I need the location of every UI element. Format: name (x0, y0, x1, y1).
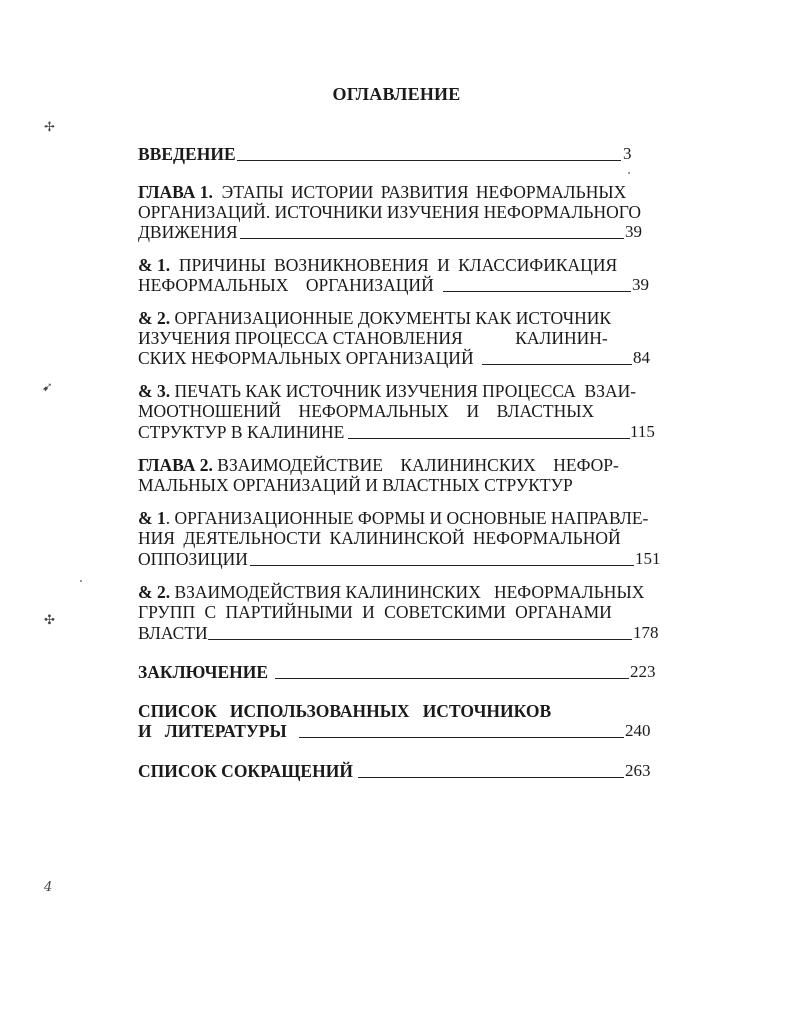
toc-entry-label: ЗАКЛЮЧЕНИЕ (138, 662, 269, 682)
toc-entry-text: ВЗАИМОДЕЙСТВИЕ КАЛИНИНСКИХ НЕФОР- (217, 455, 619, 475)
leader-line (240, 238, 624, 239)
toc-entry-line (138, 581, 644, 603)
toc-entry-line: МООТНОШЕНИЙ НЕФОРМАЛЬНЫХ И ВЛАСТНЫХ (138, 401, 595, 421)
toc-entry-line: И ЛИТЕРАТУРЫ (138, 721, 287, 741)
scan-speck (80, 580, 82, 582)
page-number: 223 (630, 662, 656, 681)
page-title: ОГЛАВЛЕНИЕ (332, 84, 461, 104)
page-number: 263 (625, 761, 651, 780)
toc-entry-text: ВЗАИМОДЕЙСТВИЯ КАЛИНИНСКИХ НЕФОРМАЛЬНЫХ (174, 582, 645, 602)
toc-entry-text: ОРГАНИЗАЦИОННЫЕ ДОКУМЕНТЫ КАК ИСТОЧНИК (174, 308, 612, 328)
toc-entry-line: ОРГАНИЗАЦИЙ. ИСТОЧНИКИ ИЗУЧЕНИЯ НЕФОРМАЛЬНОГО (138, 202, 642, 222)
margin-mark: ✣ (44, 613, 55, 628)
page-number: 39 (632, 275, 649, 294)
page-number: 151 (635, 549, 661, 568)
section-prefix: & 3. (138, 381, 171, 401)
margin-mark: 4 (44, 880, 53, 895)
toc-entry-line: СТРУКТУР В КАЛИНИНЕ (138, 422, 345, 442)
page-number: 115 (630, 422, 655, 441)
leader-line (237, 160, 621, 161)
chapter-prefix: ГЛАВА 1. (138, 182, 213, 202)
toc-entry-line: ОППОЗИЦИИ (138, 549, 248, 569)
toc-entry-line (138, 454, 619, 476)
toc-entry-line: ДВИЖЕНИЯ (138, 222, 238, 242)
toc-entry-line (138, 181, 626, 203)
page-number: 240 (625, 721, 651, 740)
toc-entry-line: НЕФОРМАЛЬНЫХ ОРГАНИЗАЦИЙ (138, 275, 434, 295)
leader-line (443, 291, 631, 292)
toc-entry-line: ВЛАСТИ (138, 623, 208, 643)
toc-entry-line: ГРУПП С ПАРТИЙНЫМИ И СОВЕТСКИМИ ОРГАНАМИ (138, 602, 612, 622)
leader-line (299, 737, 624, 738)
leader-line (275, 678, 629, 679)
toc-entry-line (138, 380, 636, 402)
section-prefix: & 2. (138, 308, 171, 328)
chapter-prefix: ГЛАВА 2. (138, 455, 213, 475)
toc-entry-text: ПЕЧАТЬ КАК ИСТОЧНИК ИЗУЧЕНИЯ ПРОЦЕССА ВЗАИ- (174, 381, 637, 401)
toc-entry-line: ИЗУЧЕНИЯ ПРОЦЕССА СТАНОВЛЕНИЯ КАЛИНИН- (138, 328, 608, 348)
section-prefix: & 1. (138, 255, 171, 275)
toc-entry-line: НИЯ ДЕЯТЕЛЬНОСТИ КАЛИНИНСКОЙ НЕФОРМАЛЬНОЙ (138, 528, 621, 548)
leader-line (482, 364, 632, 365)
page-number: 84 (633, 348, 650, 367)
toc-entry-label: ВВЕДЕНИЕ (138, 144, 236, 164)
section-prefix: & 2. (138, 582, 171, 602)
toc-entry-line: СПИСОК ИСПОЛЬЗОВАННЫХ ИСТОЧНИКОВ (138, 701, 552, 721)
leader-line (348, 438, 630, 439)
toc-entry-text: . ОРГАНИЗАЦИОННЫЕ ФОРМЫ И ОСНОВНЫЕ НАПРАВЛЕ- (165, 508, 649, 528)
scan-speck (628, 172, 630, 174)
leader-line (250, 565, 634, 566)
toc-entry-line: МАЛЬНЫХ ОРГАНИЗАЦИЙ И ВЛАСТНЫХ СТРУКТУР (138, 475, 573, 495)
page-number: 39 (625, 222, 642, 241)
toc-entry-text: ПРИЧИНЫ ВОЗНИКНОВЕНИЯ И КЛАССИФИКАЦИЯ (178, 255, 618, 275)
margin-mark: ➹ (42, 380, 53, 395)
margin-mark: ✢ (44, 120, 55, 135)
toc-entry-line (138, 507, 648, 529)
toc-entry-line (138, 307, 611, 329)
toc-entry-line: СКИХ НЕФОРМАЛЬНЫХ ОРГАНИЗАЦИЙ (138, 348, 474, 368)
leader-line (358, 777, 624, 778)
toc-entry-line (138, 254, 617, 276)
leader-line (208, 639, 632, 640)
page-number: 3 (623, 144, 632, 163)
toc-entry-label: СПИСОК СОКРАЩЕНИЙ (138, 761, 353, 781)
page-number: 178 (633, 623, 659, 642)
toc-entry-text: ЭТАПЫ ИСТОРИИ РАЗВИТИЯ НЕФОРМАЛЬНЫХ (221, 182, 627, 202)
section-prefix: & 1 (138, 508, 166, 528)
